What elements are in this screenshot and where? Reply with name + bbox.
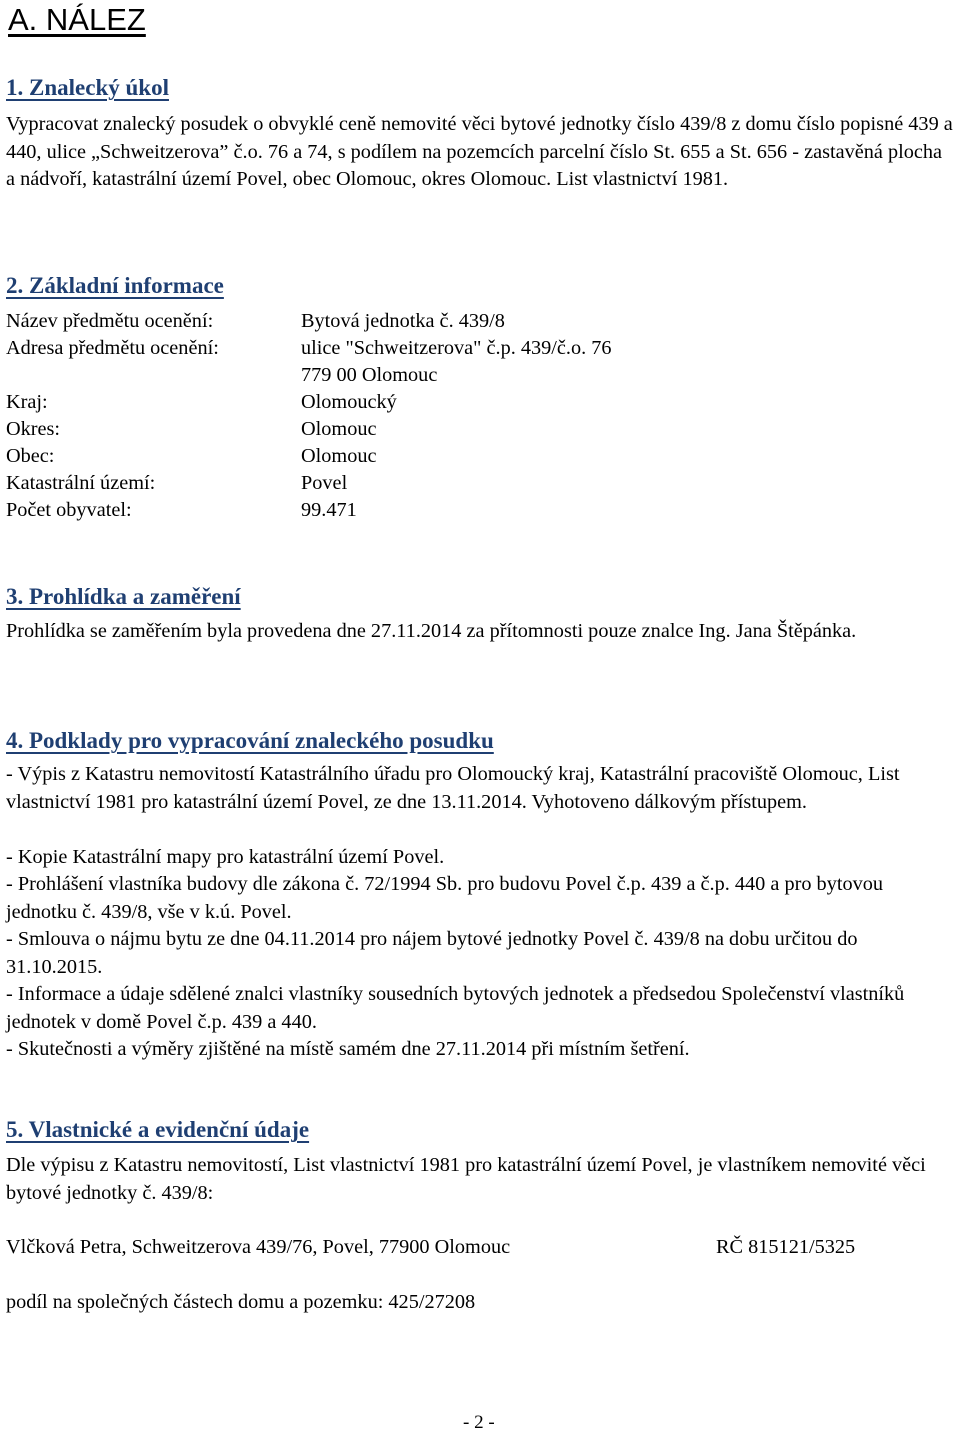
- basic-info-value: Olomoucký: [301, 391, 397, 413]
- section-inspection-title: 3. Prohlídka a zaměření: [6, 584, 241, 609]
- sources-list-item: - Smlouva o nájmu bytu ze dne 04.11.2014 pro nájem bytové jednotky Povel č. 439/8 na dobu určitou do 31.10.2015.: [6, 928, 858, 978]
- basic-info-label: Okres:: [6, 418, 61, 440]
- ownership-text: Dle výpisu z Katastru nemovitostí, List vlastnictví 1981 pro katastrální území Povel, je vlastníkem nemovité věci bytové jednotky č. 439/8:: [6, 1154, 926, 1204]
- task-text: Vypracovat znalecký posudek o obvyklé ceně nemovité věci bytové jednotky číslo 439/8 z domu číslo popisné 439 a 440, ulice „Schweitzerova” č.o. 76 a 74, s podílem na pozemcích parcelní číslo St. 655 a St. 656 - zastavěná plocha a nádvoří, katastrální území Povel, obec Olomouc, okres Olomouc. List vlastnictví 1981.: [6, 113, 953, 190]
- section-ownership-title: 5. Vlastnické a evidenční údaje: [6, 1117, 310, 1142]
- basic-info-value: Povel: [301, 472, 348, 494]
- owner-id: RČ 815121/5325: [716, 1236, 856, 1258]
- sources-list-item: - Skutečnosti a výměry zjištěné na místě samém dne 27.11.2014 při místním šetření.: [6, 1038, 690, 1060]
- basic-info-value: Bytová jednotka č. 439/8: [301, 310, 505, 332]
- basic-info-label: Počet obyvatel:: [6, 499, 132, 521]
- basic-info-label: Katastrální území:: [6, 472, 156, 494]
- basic-info-label: Název předmětu ocenění:: [6, 310, 214, 332]
- basic-info-value: ulice "Schweitzerova" č.p. 439/č.o. 76: [301, 337, 612, 359]
- owner-name: Vlčková Petra, Schweitzerova 439/76, Povel, 77900 Olomouc: [6, 1236, 511, 1258]
- basic-info-value: 779 00 Olomouc: [301, 364, 438, 386]
- basic-info-label: Adresa předmětu ocenění:: [6, 337, 219, 359]
- page-number: - 2 -: [463, 1412, 495, 1433]
- sources-list-item: - Prohlášení vlastníka budovy dle zákona č. 72/1994 Sb. pro budovu Povel č.p. 439 a č.p. 440 a pro bytovou jednotku č. 439/8, vše v k.ú. Povel.: [6, 873, 884, 923]
- sources-list-item: - Výpis z Katastru nemovitostí Katastrálního úřadu pro Olomoucký kraj, Katastrální pracoviště Olomouc, List vlastnictví 1981 pro katastrální území Povel, ze dne 13.11.2014. Vyhotoveno dálkovým přístupem.: [6, 763, 900, 813]
- inspection-text: Prohlídka se zaměřením byla provedena dne 27.11.2014 za přítomnosti pouze znalce Ing. Jana Štěpánka.: [6, 620, 857, 642]
- basic-info-value: Olomouc: [301, 445, 377, 467]
- basic-info-value: 99.471: [301, 499, 357, 521]
- basic-info-value: Olomouc: [301, 418, 377, 440]
- section-basic-info-title: 2. Základní informace: [6, 273, 224, 298]
- basic-info-label: Kraj:: [6, 391, 48, 413]
- basic-info-label: Obec:: [6, 445, 55, 467]
- ownership-share: podíl na společných částech domu a pozemku: 425/27208: [6, 1291, 476, 1313]
- section-sources-title: 4. Podklady pro vypracování znaleckého posudku: [6, 728, 494, 753]
- sources-list-item: - Kopie Katastrální mapy pro katastrální území Povel.: [6, 846, 445, 868]
- sources-list-item: - Informace a údaje sdělené znalci vlastníky sousedních bytových jednotek a předsedou Společenství vlastníků jednotek v domě Povel č.p. 439 a 440.: [6, 983, 905, 1033]
- section-task-title: 1. Znalecký úkol: [6, 75, 169, 100]
- page-heading: A. NÁLEZ: [8, 2, 146, 37]
